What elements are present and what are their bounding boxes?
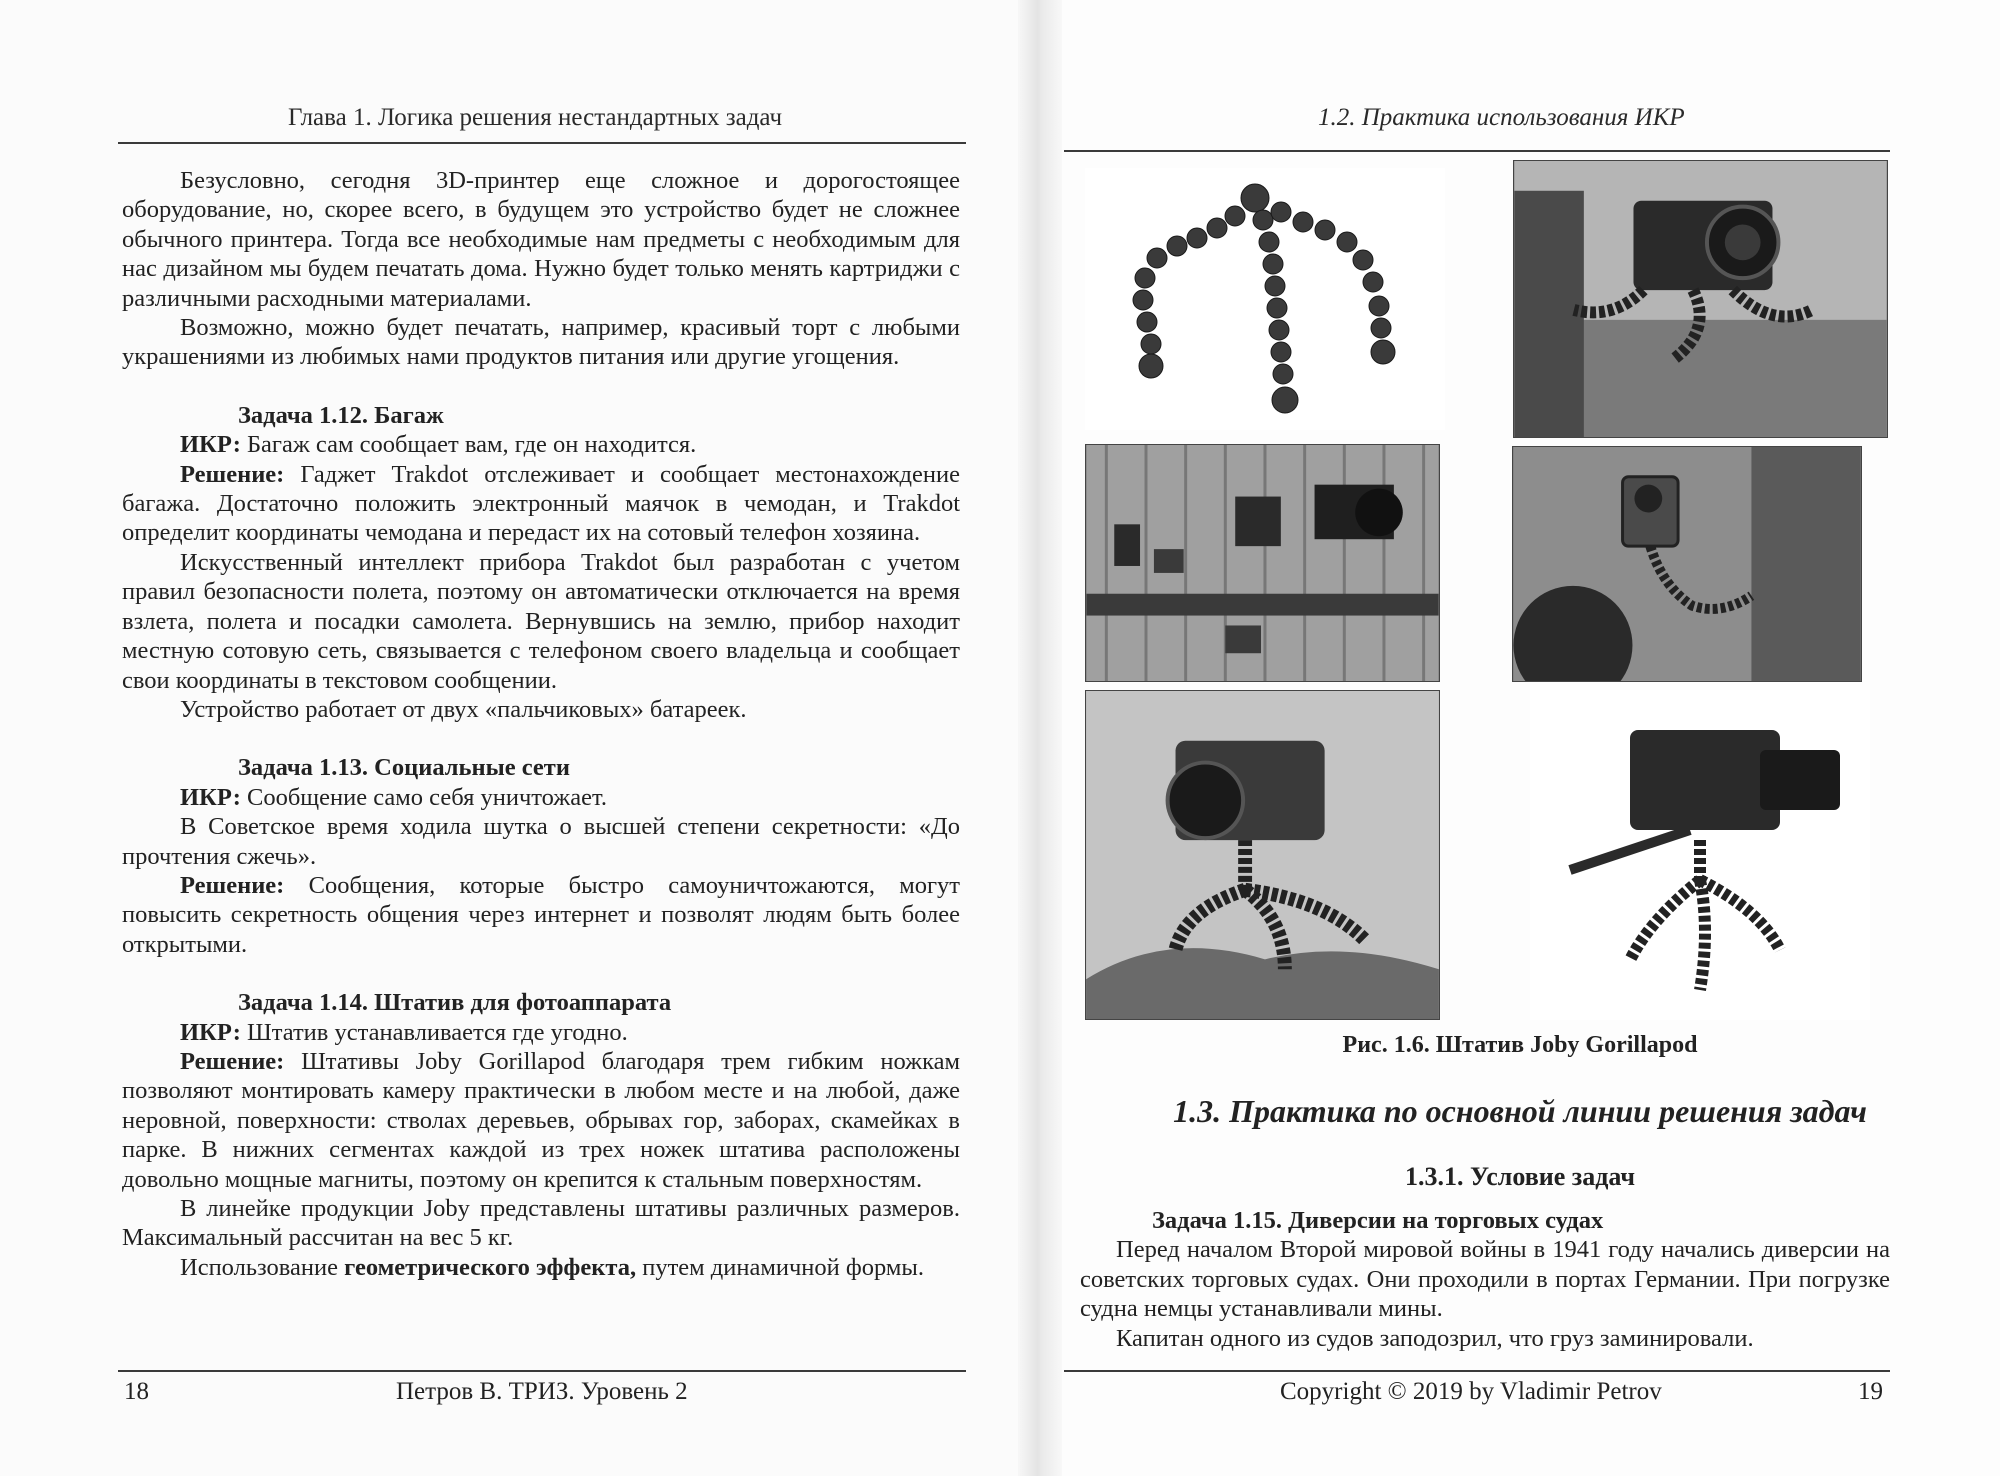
gorillapod-on-fence-image <box>1086 445 1439 681</box>
gorillapod-on-car-image <box>1513 447 1861 681</box>
figure-gorillapod-on-car <box>1512 446 1862 682</box>
figure-gorillapod-on-post <box>1513 160 1888 438</box>
left-header-rule <box>118 142 966 144</box>
task-1-13-title: Задача 1.13. Социальные сети <box>238 754 570 782</box>
right-header-rule <box>1064 150 1890 152</box>
gorillapod-standalone-image <box>1085 168 1445 430</box>
left-footer-text: Петров В. ТРИЗ. Уровень 2 <box>396 1378 688 1405</box>
figure-gorillapod-videocam <box>1530 690 1870 1020</box>
task-1-14-solution: Решение: Штативы Joby Gorillapod благодаря трем гибким ножкам позволяют монтировать камеру практически в любом месте и на любой, даже неровной, поверхности: стволах деревьев, обрывах гор, заборах, скамейках в парке. В нижних сегментах каждой из трех ножек штатива расположены довольно мощные магниты, поэтому он крепится к стальным поверхностям. <box>122 1047 960 1193</box>
intro-paragraph-2: Возможно, можно будет печатать, например, красивый торт с любыми украшениями из любимых нами продуктов питания или другие угощения. <box>122 314 960 371</box>
task-1-15-paragraph-1: Перед началом Второй мировой войны в 1941 году начались диверсии на советских торговых судах. Они проходили в портах Германии. При погрузке судна немцы устанавливали мины. <box>1080 1236 1890 1323</box>
task-1-12-title: Задача 1.12. Багаж <box>238 401 444 429</box>
left-page-number: 18 <box>124 1378 149 1405</box>
book-gutter <box>1018 0 1062 1476</box>
intro-paragraph-1: Безусловно, сегодня 3D-принтер еще сложное и дорогостоящее оборудование, но, скорее всего, в будущем это устройство будет не сложнее обычного принтера. Тогда все необходимые нам предметы с необходимым для нас дизайном мы будем печатать дома. Нужно будет только менять картриджи с различными расходными материалами. <box>122 167 960 312</box>
task-1-14-paragraph-3: Использование геометрического эффекта, путем динамичной формы. <box>180 1253 924 1281</box>
figure-gorillapod-standalone <box>1085 168 1445 430</box>
gorillapod-on-rock-image <box>1086 691 1439 1019</box>
left-running-head: Глава 1. Логика решения нестандартных задач <box>288 104 783 131</box>
task-1-12-paragraph-2: Искусственный интеллект прибора Trakdot был разработан с учетом правил безопасности полета, поэтому он автоматически отключается на время взлета, полета и посадки самолета. Вернувшись на землю, прибор находит местную сотовую сеть, связывается с телефоном своего владельца и сообщает свои координаты в текстовом сообщении. <box>122 548 960 694</box>
figure-gorillapod-on-fence <box>1085 444 1440 682</box>
section-title: 1.3. Практика по основной линии решения задач <box>1173 1093 1867 1129</box>
right-footer-text: Copyright © 2019 by Vladimir Petrov <box>1280 1378 1662 1405</box>
task-1-13-solution: Решение: Сообщения, которые быстро самоуничтожаются, могут повысить секретность общения через интернет и позволят людям быть более открытыми. <box>122 871 960 958</box>
task-1-14-ikr: ИКР: Штатив устанавливается где угодно. <box>180 1018 628 1046</box>
task-1-12-solution: Решение: Гаджет Trakdot отслеживает и сообщает местонахождение багажа. Достаточно положить электронный маячок в чемодан, и Trakdot определит координаты чемодана и передаст их на сотовый телефон хозяина. <box>122 460 960 547</box>
task-1-14-paragraph-2: В линейке продукции Joby представлены штативы различных размеров. Максимальный рассчитан на вес 5 кг. <box>122 1195 960 1252</box>
task-1-13-paragraph: В Советское время ходила шутка о высшей степени секретности: «До прочтения сжечь». <box>122 813 960 870</box>
task-1-13-ikr: ИКР: Сообщение само себя уничтожает. <box>180 783 607 811</box>
right-body-text <box>1080 1206 1890 1353</box>
task-1-12-paragraph-3: Устройство работает от двух «пальчиковых» батареек. <box>180 695 747 723</box>
right-footer-rule <box>1064 1370 1890 1372</box>
gorillapod-videocam-image <box>1530 690 1870 1020</box>
right-running-head: 1.2. Практика использования ИКР <box>1318 104 1685 131</box>
gorillapod-on-post-image <box>1514 161 1887 437</box>
figure-caption: Рис. 1.6. Штатив Joby Gorillapod <box>1342 1032 1698 1058</box>
figure-gorillapod-on-rock <box>1085 690 1440 1020</box>
right-page-number: 19 <box>1858 1378 1883 1405</box>
task-1-15-title: Задача 1.15. Диверсии на торговых судах <box>1152 1207 1604 1234</box>
task-1-14-title: Задача 1.14. Штатив для фотоаппарата <box>238 989 672 1017</box>
subsection-title: 1.3.1. Условие задач <box>1404 1162 1636 1191</box>
left-footer-rule <box>118 1370 966 1372</box>
task-1-15-paragraph-2: Капитан одного из судов заподозрил, что груз заминировали. <box>1116 1324 1754 1352</box>
left-body-text <box>122 166 960 1282</box>
task-1-12-ikr: ИКР: Багаж сам сообщает вам, где он находится. <box>180 431 697 459</box>
